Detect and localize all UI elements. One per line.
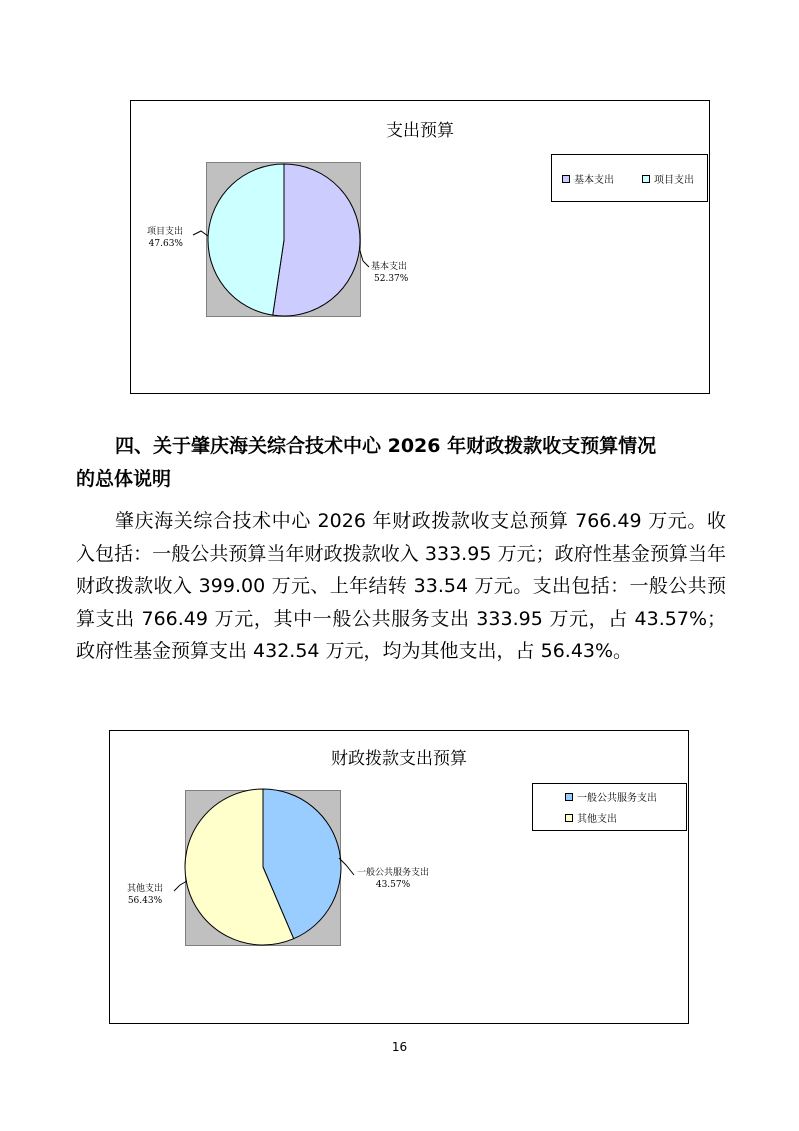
page-number: 16 (391, 1040, 408, 1054)
slice-label-value: 52.37% (374, 274, 409, 284)
leader-line (193, 231, 208, 236)
leader-line (360, 251, 369, 267)
legend-swatch (642, 175, 650, 183)
legend-item (565, 810, 617, 825)
leader-line (174, 881, 187, 891)
chart-legend (551, 154, 708, 202)
section-heading (76, 430, 726, 496)
pie-slice (208, 164, 284, 315)
pie-slice (273, 164, 360, 316)
heading-line: 四、关于肇庆海关综合技术中心 2026 年财政拨款收支预算情况 (115, 435, 657, 457)
slice-label (357, 867, 429, 891)
legend-swatch (565, 814, 573, 822)
slice-label-value: 43.57% (375, 880, 411, 890)
legend-label: 其他支出 (577, 814, 617, 825)
slice-label (371, 261, 408, 285)
legend-label: 基本支出 (574, 175, 614, 186)
legend-label: 一般公共服务支出 (577, 793, 657, 804)
chart-fiscal-appropriation-budget (109, 730, 689, 1024)
slice-label-name: 其他支出 (126, 884, 163, 894)
slice-label-value: 56.43% (127, 896, 163, 906)
legend-label: 项目支出 (654, 175, 694, 186)
body-paragraph-block (76, 505, 726, 668)
slice-label-name: 项目支出 (146, 227, 183, 237)
slice-label (141, 226, 183, 250)
slice-label-value: 47.63% (148, 239, 183, 249)
pie-chart (131, 101, 709, 393)
legend-item (565, 789, 657, 804)
slice-label (120, 883, 170, 907)
chart-title: 支出预算 (386, 121, 454, 141)
legend-swatch (562, 175, 570, 183)
body-paragraph: 肇庆海关综合技术中心 2026 年财政拨款收支总预算 766.49 万元。收入包括：一般公共预算当年财政拨款收入 333.95 万元；政府性基金预算当年财政拨款收入 399.00 万元、上年结转 33.54 万元。支出包括：一般公共预算支出 766.49 万元，其中一般公共服务支出 333.95 万元，占 43.57%；政府性基金预算支出 432.54 万元，均为其他支出，占 56.43%。 (76, 510, 726, 663)
chart-legend (532, 783, 687, 831)
slice-label-name: 基本支出 (371, 262, 408, 272)
slice-label-name: 一般公共服务支出 (357, 868, 430, 878)
legend-swatch (565, 793, 573, 801)
heading-line: 的总体说明 (76, 468, 172, 490)
chart-expenditure-budget (130, 100, 710, 394)
legend-item (642, 171, 694, 186)
legend-item (562, 171, 614, 186)
chart-title: 财政拨款支出预算 (331, 749, 467, 769)
